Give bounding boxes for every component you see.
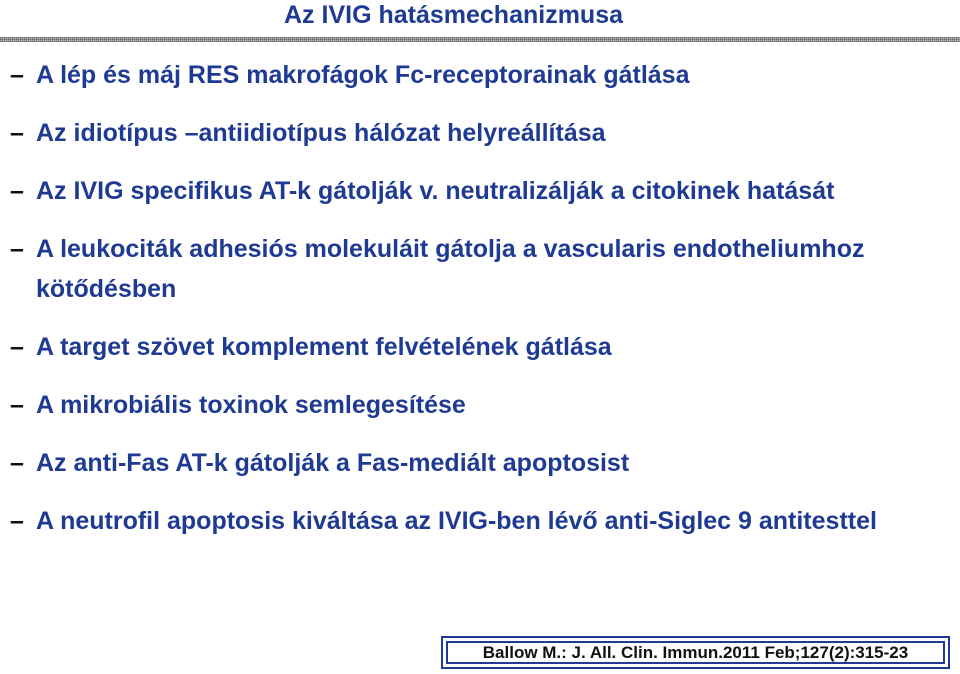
citation-box	[441, 636, 950, 669]
bullet-text: A mikrobiális toxinok semlegesítése	[36, 391, 466, 419]
bullet-item	[10, 55, 950, 95]
bullet-text: A lép és máj RES makrofágok Fc-receptorainak gátlása	[36, 61, 690, 89]
dash-icon: –	[10, 177, 24, 205]
bullet-item	[10, 113, 950, 153]
dash-icon: –	[10, 507, 24, 535]
bullet-text: A leukociták adhesiós molekuláit gátolja a vascularis endotheliumhoz kötődésben	[36, 235, 865, 303]
title-underline-divider	[0, 37, 960, 42]
citation-text: Ballow M.: J. All. Clin. Immun.2011 Feb;127(2):315-23	[482, 642, 909, 662]
bullet-item	[10, 327, 950, 367]
dash-icon: –	[10, 391, 24, 419]
bullet-text: Az IVIG specifikus AT-k gátolják v. neutralizálják a citokinek hatását	[36, 177, 835, 205]
bullet-item	[10, 443, 950, 483]
dash-icon: –	[10, 333, 24, 361]
dash-icon: –	[10, 235, 24, 263]
bullet-item	[10, 501, 950, 541]
bullet-list	[10, 55, 950, 559]
bullet-text: Az anti-Fas AT-k gátolják a Fas-mediált apoptosist	[36, 449, 630, 477]
bullet-item	[10, 171, 950, 211]
slide-title: Az IVIG hatásmechanizmusa	[284, 1, 624, 29]
bullet-text: Az idiotípus –antiidiotípus hálózat helyreállítása	[36, 119, 606, 147]
dash-icon: –	[10, 449, 24, 477]
bullet-item	[10, 385, 950, 425]
bullet-text: A target szövet komplement felvételének gátlása	[36, 333, 612, 361]
bullet-text: A neutrofil apoptosis kiváltása az IVIG-ben lévő anti-Siglec 9 antitesttel	[36, 507, 877, 535]
dash-icon: –	[10, 61, 24, 89]
bullet-item	[10, 229, 950, 309]
dash-icon: –	[10, 119, 24, 147]
